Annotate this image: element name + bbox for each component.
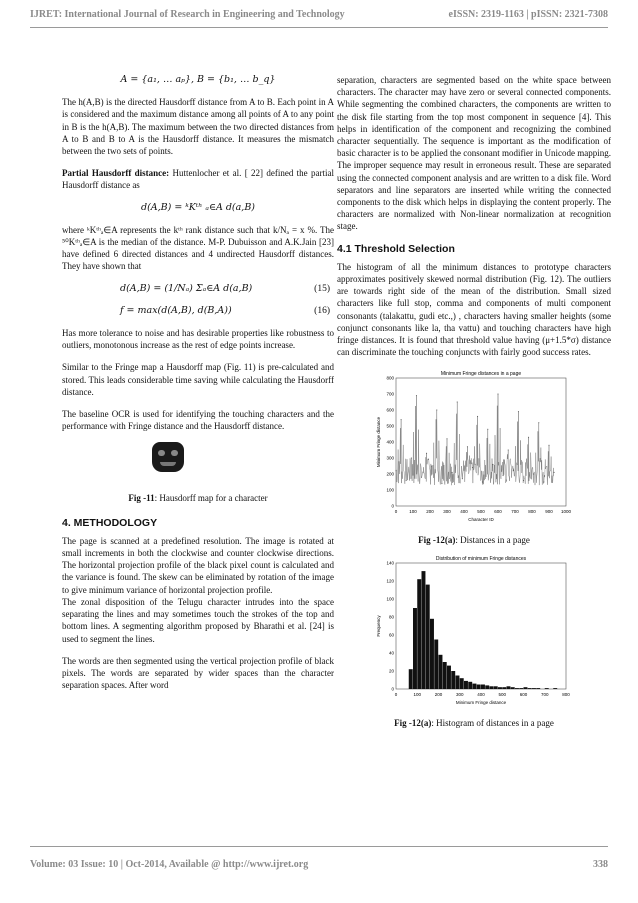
histogram-bar [481,684,485,689]
histogram-bar [451,671,455,689]
distance-peak-point [503,476,504,477]
histogram-bar [447,665,451,688]
y-tick-label: 800 [386,375,394,381]
plot-frame [396,378,566,506]
fig11-caption [62,492,334,504]
distance-peak-point [401,420,402,421]
x-tick-label: 100 [409,509,417,515]
histogram-bar [473,683,477,688]
histogram-bar [532,688,536,689]
distance-peak-point [447,439,448,440]
distance-peak-point [421,477,422,478]
partial-text: Huttenlocher et al. [ 22] defined the partial Hausdorff distance as [62,168,334,191]
y-tick-label: 140 [386,560,394,566]
paragraph: The page is scanned at a predefined resolution. The image is rotated at small increments in both the clockwise and counter clockwise directions. The horizontal projection profile of the black pixel count is calculated and the variance is found. The skew can be eliminated by rotation of the image to give minimum variance of horizontal projection profile. [62,535,334,595]
histogram-bar [434,639,438,689]
histogram-bar [439,654,443,688]
x-tick-label: 500 [477,509,485,515]
journal-title: IJRET: International Journal of Research in Engineering and Technology [30,9,345,20]
histogram-bar [515,688,519,689]
histogram-bar [545,688,549,689]
y-tick-label: 40 [388,650,394,656]
paragraph: where ᵏKᵗʰₐ∈A represents the kᵗʰ rank distance such that k/Nₐ = x %. The ⁵⁰Kᵗʰₐ∈A is the median of the distance. M-P. Dubuisson and A.K.Jain [23] have defined 6 directed distances and 4 undirected Hausdorff distances. They have shown that [62,224,334,272]
paragraph: The histogram of all the minimum distances to prototype characters approximates positively skewed normal distribution (Fig. 12). The outliers are towards right side of the mean of the distribution. Small sized characters like full stop, comma and components of multi component consonants (talakattu, gudi etc.,) , characters having smaller heights (some conjunct consonants like la, tha vattu) and touching characters have high fringe distances. It is found that threshold value having (μ+1.5*σ) distance can discriminate the touching conjuncts with fairly good success rates. [337,261,611,358]
distance-peak-point [462,479,463,480]
paragraph: The zonal disposition of the Telugu character intrudes into the space separating the lines and may sometimes touch the strokes of the top and bottom lines. A segmenting algorithm proposed by Bharathi et al. [24] is used to segment the lines. [62,596,334,644]
distance-peak-point [406,480,407,481]
distance-peak-point [457,402,458,403]
x-tick-label: 500 [498,691,507,697]
y-tick-label: 80 [388,614,394,620]
histogram-bar [417,579,421,689]
eq16-expr: f = max(d(A,B), d(B,A)) [120,304,232,316]
histogram-bar [464,681,468,689]
histogram-bar [536,688,540,689]
chart-title: Distribution of minimum Fringe distances [435,555,527,562]
y-tick-label: 300 [386,455,394,461]
histogram-bar [426,584,430,688]
histogram-bar [507,686,511,689]
footer-rule [30,846,608,847]
x-tick-label: 700 [511,509,519,515]
paragraph [62,167,334,191]
footer-text: Volume: 03 Issue: 10 | Oct-2014, Available @ http://www.ijret.org [30,859,309,870]
eq15-expr: d(A,B) = (1/Nₐ) Σₐ∈A d(a,B) [120,282,253,294]
histogram-bar [413,608,417,689]
distance-peak-point [528,437,529,438]
distance-peak-point [508,450,509,451]
y-tick-label: 100 [386,487,394,493]
set-equation: A = {a₁, … aₚ}, B = {b₁, … b_q} [120,74,276,85]
histogram-bar [485,685,489,689]
distance-peak-point [549,445,550,446]
distance-peak-point [431,466,432,467]
x-axis-label: Character ID [468,517,494,523]
y-tick-label: 100 [386,596,394,602]
x-axis-label: Minimum Fringe distance [455,699,507,705]
distance-peak-point [436,410,437,411]
paragraph: The h(A,B) is the directed Hausdorff distance from A to B. Each point in A is considered and the maximum distance among all points of A to any point in B is the h(A,B). The maximum between the two directed distances from A to B and B to A is the Hausdorff distance. It measures the mismatch between the two sets of points. [62,97,334,157]
x-tick-label: 700 [540,691,549,697]
y-tick-label: 200 [386,471,394,477]
fig12b-label: Fig -12(a) [394,717,432,728]
fig12a-label: Fig -12(a) [418,535,456,546]
histogram-bar [511,687,515,689]
fig12a-caption [337,534,611,546]
distance-peak-point [518,412,519,413]
y-axis-label: Frequency [376,615,381,637]
issn: eISSN: 2319-1163 | pISSN: 2321-7308 [448,9,608,20]
distance-peak-point [426,453,427,454]
x-tick-label: 400 [460,509,468,515]
histogram-bar [494,686,498,689]
section-heading: 4.1 Threshold Selection [337,242,455,255]
histogram-bar [422,571,426,689]
equation-15 [62,283,334,295]
page-header [30,9,608,23]
histogram-bar [519,688,523,689]
paragraph: Has more tolerance to noise and has desirable properties like robustness to outliers, monotonous increase as the rest of edge points increase. [62,328,334,351]
histogram-bar [443,662,447,689]
distance-peak-point [482,482,483,483]
paragraph: Similar to the Fringe map a Hausdorff map (Fig. 11) is pre-calculated and stored. This leads considerable time saving while calculating the Hausdorff distance. [62,362,334,397]
y-tick-label: 600 [386,407,394,413]
distance-peak-point [492,464,493,465]
x-tick-label: 1000 [560,509,572,515]
distance-peak-point [523,480,524,481]
histogram-bar [468,681,472,688]
distance-peak-point [533,474,534,475]
distance-peak-point [472,468,473,469]
histogram-bar [502,687,506,689]
y-tick-label: 60 [388,632,394,638]
x-tick-label: 100 [413,691,422,697]
histogram-bar [498,687,502,689]
eq15-number: (15) [314,283,330,294]
x-tick-label: 0 [394,691,398,697]
x-tick-label: 300 [443,509,451,515]
distance-peak-point [554,472,555,473]
fig12b-text: : Histogram of distances in a page [431,717,554,728]
y-axis-label: Minimum Fringe distance [376,417,381,468]
y-tick-label: 0 [391,686,394,692]
fig11-text: : Hausdorff map for a character [154,493,268,504]
distance-peak-point [396,471,397,472]
header-rule [30,27,608,28]
distance-peak-point [441,484,442,485]
x-tick-label: 600 [519,691,528,697]
distance-peak-point [498,394,499,395]
distance-peak-point [538,423,539,424]
histogram-bar [553,688,557,689]
hausdorff-map-image [152,442,184,472]
left-column [62,74,334,701]
equation-16 [62,305,334,317]
distance-peak-point [452,472,453,473]
distance-line-chart [374,368,574,528]
distance-peak-point [477,416,478,417]
x-tick-label: 900 [545,509,553,515]
distance-peak-point [467,447,468,448]
histogram-bar [409,669,413,689]
partial-title: Partial Hausdorff distance: [62,168,170,179]
y-tick-label: 120 [386,578,394,584]
distance-peak-point [543,482,544,483]
paragraph: The words are then segmented using the vertical projection profile of black pixels. The words are separated by wider spaces than the character separation spaces. After word [62,655,334,691]
x-tick-label: 200 [434,691,443,697]
x-tick-label: 600 [494,509,502,515]
y-tick-label: 0 [391,503,394,509]
right-column [337,74,611,729]
partial-equation: d(A,B) = ᵏKᵗʰ ₐ∈A d(a,B) [140,201,256,213]
chart-title: Minimum Fringe distances in a page [440,371,522,378]
y-tick-label: 400 [386,439,394,445]
x-tick-label: 0 [394,509,398,515]
histogram-bar [430,618,434,688]
histogram-bar [490,686,494,689]
y-tick-label: 20 [388,668,394,674]
fig11-label: Fig -11 [128,493,155,504]
x-tick-label: 800 [562,691,570,697]
histogram-bar [456,675,460,689]
paragraph: separation, characters are segmented based on the white space between characters. The character may have zero or several connected components. While segmenting the combined characters, the components are written to the disk file starting from the top most component in sequence [4]. This helps in identification of the component and recognizing the combined character sequentially. The sequence is important as the modification of basic character is to be applied the consonant modifier in Unicode mapping. The improper sequence may result in erroneous result. These are separated using the connected component analysis and are written to a disk file. Word separators and line separators are inserted while writing the connected components to the disk which helps in displaying the content properly. The characters are normalized with Non-linear normalization at recognition stage. [337,75,611,232]
x-tick-label: 300 [455,691,464,697]
histogram-bar [460,678,464,689]
distance-peak-point [513,471,514,472]
distance-peak-point [416,396,417,397]
fig12b-caption [337,717,611,729]
histogram-bar [528,688,532,689]
y-tick-label: 700 [386,391,394,397]
paragraph: The baseline OCR is used for identifying the touching characters and the performance with Fringe distance and the Hausdorff distance. [62,409,334,432]
x-tick-label: 200 [426,509,434,515]
x-tick-label: 400 [477,691,485,697]
section-heading: 4. METHODOLOGY [62,516,158,529]
distance-histogram [374,553,574,711]
histogram-bar [477,684,481,689]
eq16-number: (16) [314,305,330,316]
y-tick-label: 500 [386,423,394,429]
page-number: 338 [593,859,608,870]
distance-peak-point [411,458,412,459]
distance-peak-point [487,429,488,430]
histogram-bar [524,687,528,689]
x-tick-label: 800 [528,509,536,515]
fig12a-text: : Distances in a page [455,535,530,546]
